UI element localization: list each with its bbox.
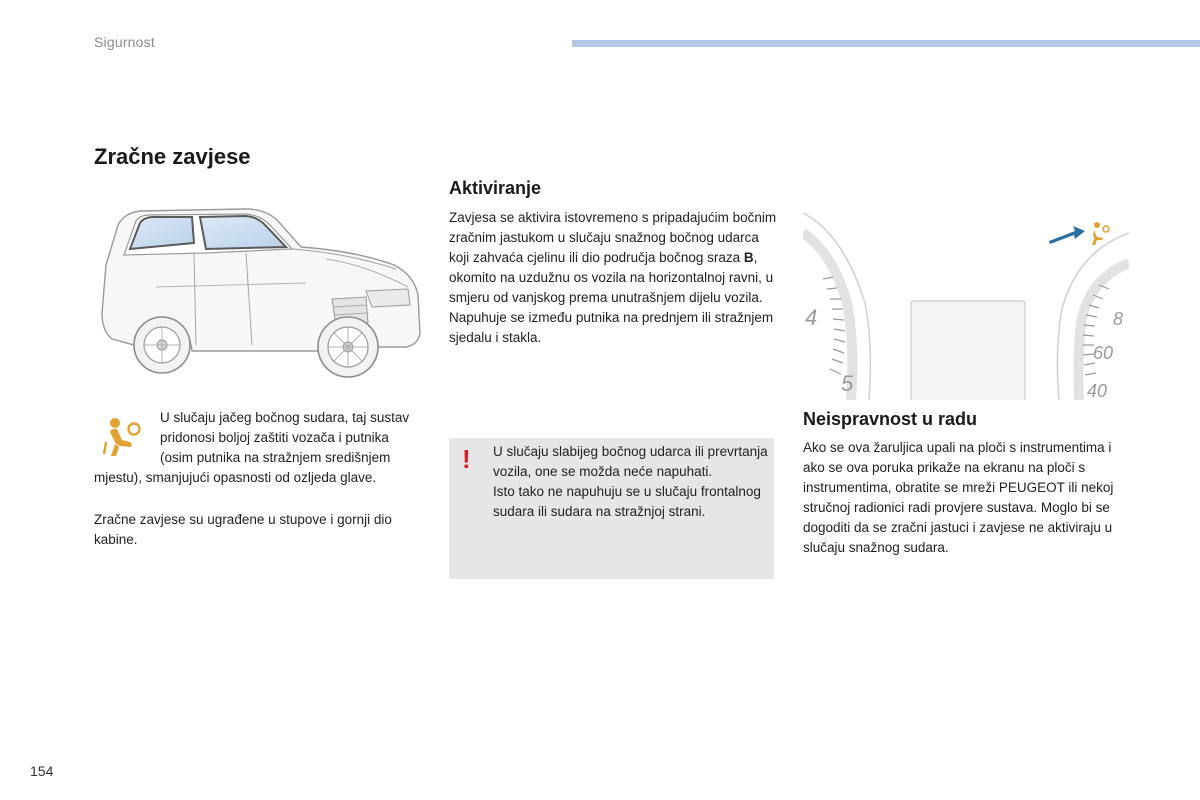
zone-letter-b: B bbox=[743, 250, 754, 265]
activation-text-part-1: Zavjesa se aktivira istovremeno s pripadajućim bočnim zračnim jastukom u slučaju snažnog bočnog udarca koji zahvaća cjelinu ili dio područja bočnog sraza bbox=[449, 210, 777, 265]
warning-exclamation-icon: ! bbox=[462, 444, 471, 474]
fault-text: Ako se ova žaruljica upali na ploči s instrumentima i ako se ova poruka prikaže na ekranu na ploči s instrumentima, obratite se mreži PEUGEOT ili nekoj stručnoj radionici radi provjere sustava. Moglo bi se dogoditi da se zračni jastuci i zavjese ne aktiviraju u slučaju snažnog sudara. bbox=[803, 440, 1114, 555]
left-paragraph-1-text: U slučaju jačeg bočnog sudara, taj sustav pridonosi boljoj zaštiti vozača i putnika (osim putnika na stražnjem središnjem mjestu), smanjujući opasnosti od ozljeda glave. bbox=[94, 410, 410, 485]
instrument-panel-illustration bbox=[803, 193, 1129, 400]
warning-line-2: Isto tako ne napuhuju se u slučaju frontalnog sudara ili sudara na stražnjoj strani. bbox=[493, 484, 761, 519]
activation-text bbox=[449, 208, 779, 348]
activation-text-part-2: , okomito na uzdužnu os vozila na horizontalnoj ravni, u smjeru od vanjskog prema unutrašnjem dijelu vozila. Napuhuje se između putnika na prednjem ili stražnjem sjedalu i stakla. bbox=[449, 250, 774, 345]
activation-heading: Aktiviranje bbox=[449, 178, 542, 198]
header-accent-bar bbox=[572, 40, 1200, 47]
page-number: 154 bbox=[30, 763, 54, 779]
right-dial-number: 8 bbox=[1113, 309, 1124, 329]
right-dial-number: 40 bbox=[1087, 381, 1108, 400]
car-curtain-airbag-illustration bbox=[96, 195, 426, 395]
page-title: Zračne zavjese bbox=[94, 144, 251, 169]
left-dial-number: 4 bbox=[805, 305, 818, 330]
section-label: Sigurnost bbox=[94, 34, 155, 50]
warning-line-1: U slučaju slabijeg bočnog udarca ili prevrtanja vozila, one se možda neće napuhati. bbox=[493, 444, 768, 479]
left-paragraph-1 bbox=[94, 408, 416, 488]
fault-heading: Neispravnost u radu bbox=[803, 409, 978, 429]
right-dial-number: 60 bbox=[1093, 343, 1114, 363]
left-paragraph-2: Zračne zavjese su ugrađene u stupove i gornji dio kabine. bbox=[94, 512, 392, 547]
warning-text bbox=[493, 442, 768, 522]
left-dial-number: 5 bbox=[841, 371, 854, 396]
